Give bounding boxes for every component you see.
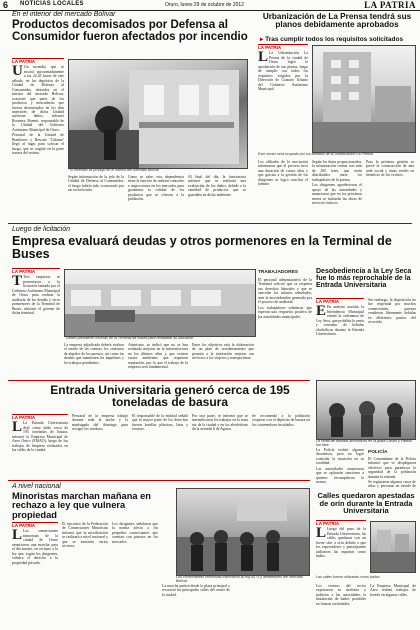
a2-tag: LA PATRIA: [12, 268, 60, 274]
a2-paragraph: Asimismo, se indicó que no se han realizado mejoras en la infraestructura en los últimos años y que existen varios ambientes que requieren reparación, por lo que el trabajo de la empresa será fundamental.: [128, 343, 188, 370]
a6-paragraph: Los comerciantes minoristas de la ciudad de Oruro anunciaron una marcha para el día martes, en rechazo a la ley que, según los dirigentes, vulnera el derecho a la propiedad privada.: [12, 529, 58, 565]
a3-column-2: [258, 160, 308, 222]
a2-paragraph: Tres empresas se presentaron a la licitación lanzada por el Gobierno Autónomo Municipal de Oruro para realizar la auditoría de las deudas y otros pormenores de la Terminal de Buses, informó el gerente de dicha terminal.: [12, 275, 60, 316]
a2-photo-bus-terminal: [64, 269, 256, 337]
a3-photo-art: [313, 46, 415, 152]
a3-paragraph: Para la próxima gestión se prevé la construcción de una sede social y áreas verdes en beneficio de los vecinos.: [366, 160, 414, 178]
a1-dropcap: U: [12, 63, 23, 80]
a6-tag: LA PATRIA: [12, 522, 58, 528]
section-divider: [8, 380, 310, 381]
a7-caption: Las calles fueron utilizadas como baños: [316, 575, 380, 579]
a6-paragraph: Los dirigentes señalaron que la norma afecta a los pequeños comerciantes que cuentan con puestos en los mercados.: [112, 522, 158, 544]
a1-paragraph: Personal de la Unidad de Bomberos y Rescate "Calama" llegó al lugar para sofocar el fuego, que se originó en la parte trasera del recinto.: [12, 133, 64, 156]
a4-paragraph: En anterior ocasión, la Intendencia Municipal emitió la ordenanza de Ley Seca, que prohibía la venta y consumo de bebidas alcohólicas durante la Entrada Universitaria.: [316, 305, 364, 337]
a5-column-4: [192, 414, 248, 476]
a7-headline: Calles quedaron apestadas de orín durante la Entrada Universitaria: [317, 491, 415, 516]
a1-tag: LA PATRIA: [12, 58, 64, 64]
a3-column-4: [366, 160, 414, 222]
issue-date: Oruro, lunes 29 de octubre de 2012: [165, 2, 244, 8]
a4-column-4: [368, 448, 416, 488]
a7-photo-street: [370, 521, 416, 573]
a7-column-3: [370, 584, 416, 628]
a5-dropcap: L: [12, 419, 23, 436]
a2-sidebar: [258, 278, 312, 378]
a1-kicker: En el interior del mercado Bolívar: [12, 11, 116, 18]
a2-paragraph: La empresa adjudicada deberá evaluar el estado de las cuentas, los contratos de alquiler de los puestos, así como las deudas que mantienen los inquilinos y los trabajos pendientes.: [64, 343, 124, 365]
a6-paragraph: La marcha partirá desde la plaza principal y recorrerá las principales calles del centro de la ciudad.: [162, 584, 230, 597]
a1-paragraph: Al final del día, la funcionaria informó que se realizará una evaluación de los daños, debido a la cantidad de productos que se guardaba en dicho ambiente.: [188, 175, 246, 197]
a1-caption: El incendio se produjo en el interior del mercado Bolívar: [70, 168, 160, 172]
a2-sidebar-title: TRABAJADORES: [258, 270, 298, 275]
a1-column-4: [188, 175, 246, 222]
a4-paragraph: La Policía realizó algunos decomisos, pero no logró controlar la situación en su totalidad.: [316, 448, 364, 466]
a4-tag: LA PATRIA: [316, 298, 364, 304]
a7-paragraph: La Empresa Municipal de Aseo realizó trabajos de lavado en algunas calles.: [370, 584, 416, 597]
a4-photo-art: [317, 381, 415, 439]
a6-column-3: [112, 522, 158, 628]
newspaper-logo: LA PATRIA: [364, 0, 416, 10]
a3-paragraph: Los dirigentes agradecieron el apoyo de las autoridades y anunciaron que en los próximos meses se iniciarán las obras de servicios básicos.: [312, 183, 362, 206]
a4-column-2: [368, 298, 416, 378]
a5-paragraph: Personal de la empresa trabajó durante toda la noche y la madrugada del domingo para recoger los residuos.: [72, 414, 128, 432]
a5-headline: Entrada Universitaria generó cerca de 195 toneladas de basura: [50, 383, 290, 410]
a2-headline: Empresa evaluará deudas y otros pormenores en la Terminal de Buses: [12, 234, 392, 261]
a2-column-1: [12, 268, 60, 378]
a1-paragraph: Como se sabe, esta dependencia tiene la función de realizar controles e inspecciones en los mercados para garantizar la calidad de los productos que se ofrecen a la población.: [128, 175, 184, 202]
a3-caption: Este sector será ocupado por los afiliados de la Urbanización La Prensa: [258, 152, 373, 156]
a1-column-2: [68, 175, 124, 222]
a6-headline: Minoristas marchan mañana en rechazo a ley que vulnera propiedad: [12, 491, 151, 520]
a2-caption: Deben prevalecer muchas de la Terminal de Buses para rehabilitar su ubicación: [66, 336, 194, 340]
a5-column-5: [252, 414, 310, 476]
a6-photo-art: [177, 489, 309, 575]
a3-subheadline: [260, 35, 416, 43]
a4-sidebar-paragraph: Se registraron algunos casos de riñas y personas en estado de: [368, 480, 416, 488]
a3-paragraph: Los afiliados de la asociación informaron que el proceso tuvo una duración de varios años y que gracias a la gestión de los dirigentes se logró concluir el trámite.: [258, 160, 308, 187]
a7-paragraph: Los vecinos del sector expresaron su molestia y pidieron a las autoridades la instalación de baños portátiles en futuras actividades.: [316, 584, 366, 606]
section-divider: [8, 480, 310, 481]
a6-paragraph: El ejecutivo de la Federación de Comerciantes Minoristas informó que la movilización se realizará a nivel nacional y que se sumarán varios sectores.: [62, 522, 108, 549]
a3-paragraph: Según los datos proporcionados, la urbanización cuenta con más de 200 lotes, que serán distribuidos entre los trabajadores de la prensa.: [312, 160, 362, 182]
a3-column-1: [258, 44, 308, 150]
a7-dropcap: L: [316, 525, 327, 542]
a4-paragraph: Las autoridades anunciaron que se aplicarán sanciones a quienes incumplieron la norma.: [316, 466, 364, 485]
a4-column-1: [316, 298, 364, 378]
section-divider: [8, 223, 412, 224]
a7-column-1: [316, 520, 366, 574]
a3-sub-text: Tras cumplir todos los requisitos solicitados: [265, 36, 404, 43]
a5-column-1: [12, 414, 68, 476]
a3-arrow-icon: ▸: [260, 36, 266, 43]
a3-tag: LA PATRIA: [258, 44, 308, 50]
a6-column-4: [162, 584, 230, 628]
a5-tag: LA PATRIA: [12, 414, 68, 420]
a5-caption: Los comerciantes minoristas marcharon la hoy 4273 y alrededores del mercado Bolívar: [176, 575, 303, 583]
a4-column-3: [316, 448, 364, 488]
a4-photo-plaza: [316, 380, 416, 440]
a2-sidebar-paragraph: Los trabajadores señalaron que esperan una respuesta positiva de las autoridades municipales.: [258, 305, 312, 319]
a1-photo-art: [69, 60, 247, 168]
a5-paragraph: Por otra parte, se informó que se intensificaron los trabajos en la zona sur de la ciudad y en los alrededores de la avenida 6 de Agosto.: [192, 414, 248, 432]
a2-dropcap: T: [12, 273, 23, 290]
a2-kicker: Luego de licitación: [12, 226, 70, 233]
a2-column-3: [128, 343, 188, 379]
page-number: 6: [3, 0, 9, 10]
a6-photo-vendors: [176, 488, 310, 576]
a7-column-2: [316, 584, 366, 628]
a2-sidebar-paragraph: El personal administrativo de la Terminal solicitó que se respeten sus derechos laborales y que se cancelen los salarios adeudados, ante la incertidumbre generada por el proceso de auditoría.: [258, 278, 312, 305]
a3-photo-urbanization: [312, 45, 416, 153]
a6-column-2: [62, 522, 108, 628]
a3-headline: Urbanización de La Prensa tendrá sus planos debidamente aprobados: [262, 12, 412, 30]
a7-tag: LA PATRIA: [316, 520, 366, 526]
a6-dropcap: L: [12, 527, 23, 544]
a7-paragraph: Luego del paso de la Entrada Universitaria, las calles quedaron con un fuerte olor a orín debido a que los espectadores y participantes utilizaron las esquinas como baños.: [316, 527, 366, 559]
a4-caption: La venta de bebidas alcohólicas en la plaza Castro y Padilla fue libre: [316, 439, 412, 447]
a2-column-4: [192, 343, 254, 379]
a5-paragraph: El responsable de la entidad señaló que la mayor parte de los desechos fueron botellas plásticas, latas y envases.: [132, 414, 188, 432]
a3-paragraph: La Urbanización La Prensa de la ciudad de Oruro logró la aprobación de sus planos, luego de cumplir con todos los requisitos exigidos por la Dirección de Catastro Urbano del Gobierno Autónomo Municipal.: [258, 51, 308, 92]
a4-sidebar-title: POLICÍA: [368, 450, 388, 455]
a4-headline: Desobediencia a la Ley Seca fue lo más reprochable de la Entrada Universitaria: [316, 268, 412, 290]
a3-column-3: [312, 160, 362, 222]
a1-headline: Productos decomisados por Defensa al Consumidor fueron afectados por incendio: [12, 19, 248, 43]
a1-column-1: [12, 58, 64, 216]
a4-dropcap: E: [316, 303, 327, 320]
section-name: NOTICIAS LOCALES: [20, 1, 84, 7]
a2-column-2: [64, 343, 124, 379]
a6-kicker: A nivel nacional: [12, 483, 61, 490]
a5-column-3: [132, 414, 188, 476]
a5-column-2: [72, 414, 128, 476]
masthead: [0, 0, 420, 11]
a2-photo-art: [65, 270, 255, 336]
a1-column-3: [128, 175, 184, 222]
a2-paragraph: Entre los objetivos está la elaboración de un plan de reordenamiento que permita a la institución mejorar sus servicios a los viajeros y transportistas.: [192, 343, 254, 361]
a1-photo-fire-market: [68, 59, 248, 169]
a3-dropcap: L: [258, 49, 269, 66]
a1-paragraph: Un incendio que se suscitó aproximadamente a las 22:45 horas de este sábado, en los depósitos de la Unidad de Defensa al Consumidor, ubicados en el interior del mercado Bolívar, ocasionó que parte de los productos y mercaderías que fueron decomisados en los días anteriores de dicha Unidad sufrieran daños, informó Rosmery Buenet, responsable de la Unidad del Gobierno Autónomo Municipal de Oruro.: [12, 65, 64, 132]
a5-paragraph: Se recomendó a la población cooperar con el depósito de basura en los contenedores instalados.: [252, 414, 310, 427]
a7-photo-art: [371, 522, 415, 572]
a6-column-1: [12, 522, 58, 628]
a5-paragraph: La Entrada Universitaria dejó como saldo cerca de 195 toneladas de basura, informó la Empresa Municipal de Aseo Oruro (EMAO), luego de los trabajos de limpieza realizados en las calles de la ciudad.: [12, 421, 68, 453]
a1-paragraph: Según información de la jefa de la Unidad de Defensa al Consumidor, el fuego habría sido ocasionado por un cortocircuito.: [68, 175, 124, 193]
a4-paragraph: Sin embargo, la disposición no fue respetada por muchos comerciantes, quienes vendieron libremente bebidas en diferentes puntos del recorrido.: [368, 298, 416, 325]
a4-sidebar-paragraph: El Comandante de la Policía informó que se desplegaron efectivos para garantizar la seguridad de la población durante la entrada.: [368, 456, 416, 479]
